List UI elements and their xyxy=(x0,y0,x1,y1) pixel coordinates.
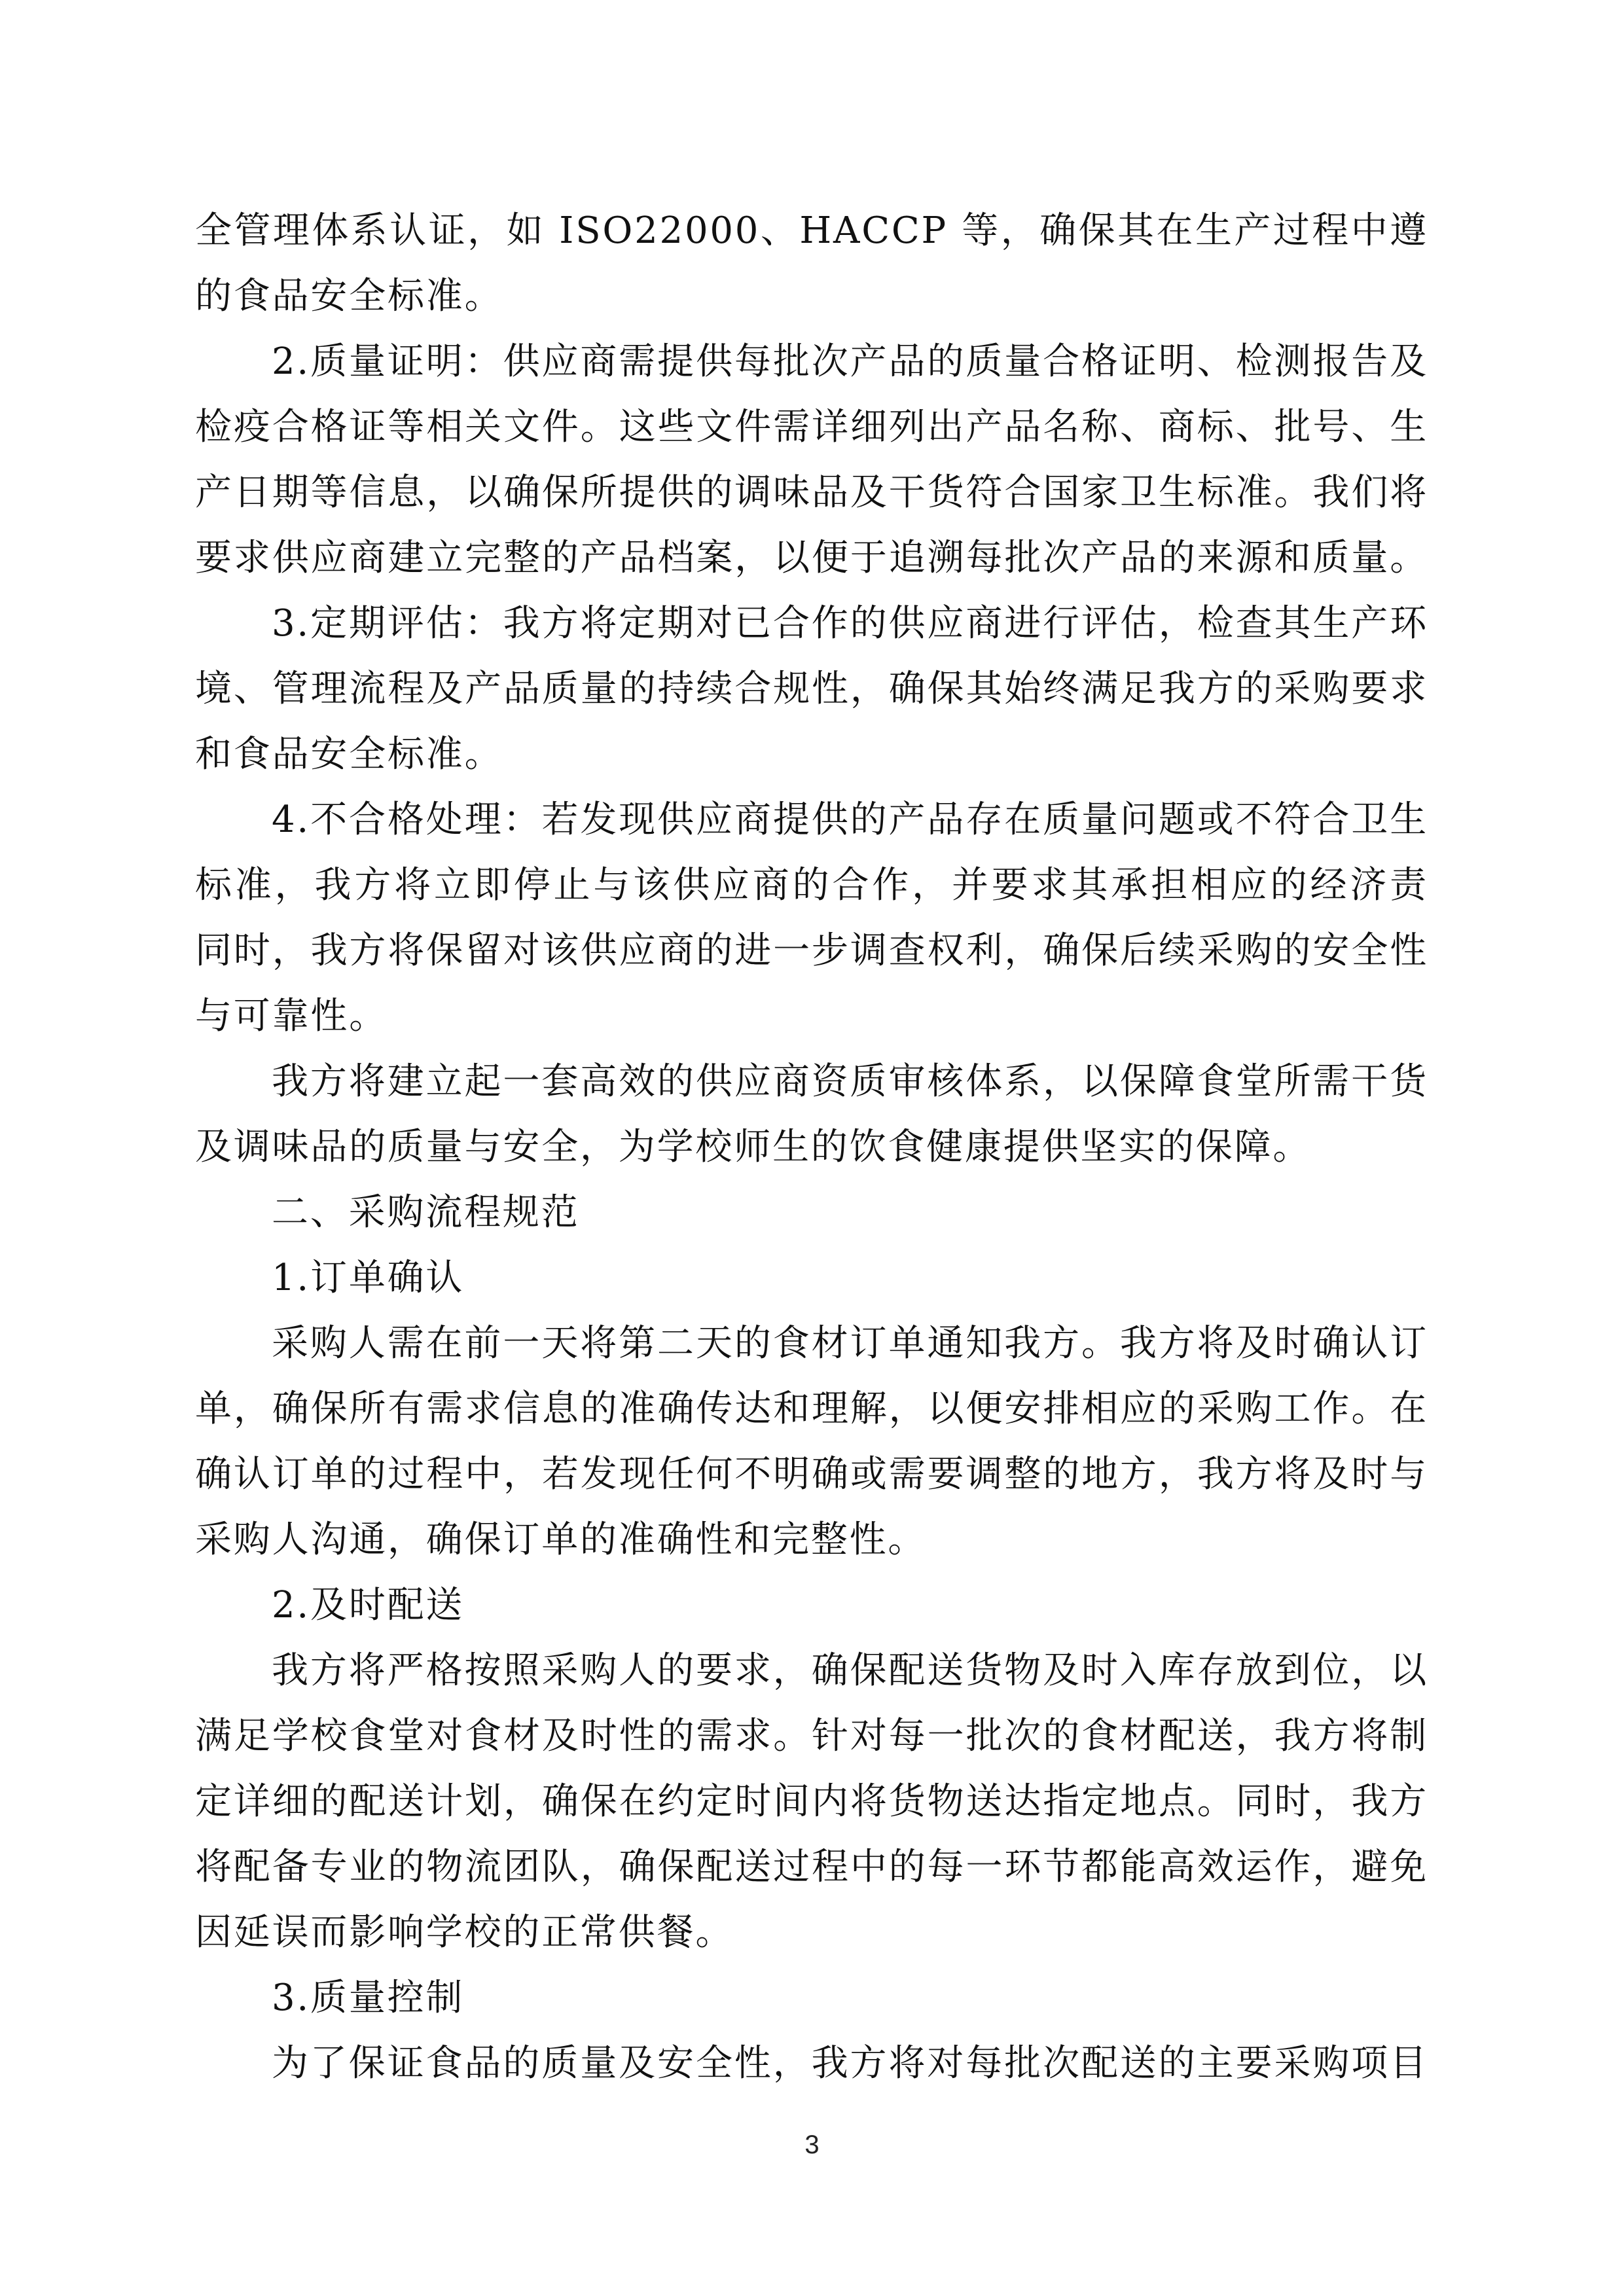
text-line: 与可靠性。 xyxy=(195,995,388,1037)
text-line: 2.质量证明：供应商需提供每批次产品的质量合格证明、检测报告及 xyxy=(272,340,1428,383)
text-line: 定详细的配送计划，确保在约定时间内将货物送达指定地点。同时，我方 xyxy=(195,1780,1428,1823)
text-line: 1.订单确认 xyxy=(272,1257,465,1299)
text-line: 将配备专业的物流团队，确保配送过程中的每一环节都能高效运作，避免 xyxy=(195,1846,1428,1888)
text-line: 我方将严格按照采购人的要求，确保配送货物及时入库存放到位，以 xyxy=(272,1649,1428,1692)
text-line: 满足学校食堂对食材及时性的需求。针对每一批次的食材配送，我方将制 xyxy=(195,1715,1428,1757)
text-line: 的食品安全标准。 xyxy=(195,275,503,317)
text-line: 我方将建立起一套高效的供应商资质审核体系，以保障食堂所需干货 xyxy=(272,1060,1428,1103)
text-line: 单，确保所有需求信息的准确传达和理解，以便安排相应的采购工作。在 xyxy=(195,1388,1428,1430)
text-line: 境、管理流程及产品质量的持续合规性，确保其始终满足我方的采购要求 xyxy=(195,668,1428,710)
text-line: 和食品安全标准。 xyxy=(195,733,503,776)
text-line: 3.定期评估：我方将定期对已合作的供应商进行评估，检查其生产环 xyxy=(272,602,1428,645)
text-line: 二、采购流程规范 xyxy=(272,1191,580,1234)
text-line: 要求供应商建立完整的产品档案，以便于追溯每批次产品的来源和质量。 xyxy=(195,537,1428,579)
text-line: 为了保证食品的质量及安全性，我方将对每批次配送的主要采购项目 xyxy=(272,2042,1428,2085)
text-line: 同时，我方将保留对该供应商的进一步调查权利，确保后续采购的安全性 xyxy=(195,929,1428,972)
text-line: 全管理体系认证，如 ISO22000、HACCP 等，确保其在生产过程中遵 xyxy=(195,209,1428,252)
text-line: 及调味品的质量与安全，为学校师生的饮食健康提供坚实的保障。 xyxy=(195,1126,1312,1168)
text-line: 产日期等信息，以确保所提供的调味品及干货符合国家卫生标准。我们将 xyxy=(195,471,1428,514)
page-number: 3 xyxy=(804,2130,820,2159)
text-line: 采购人沟通，确保订单的准确性和完整性。 xyxy=(195,1518,927,1561)
text-line: 因延误而影响学校的正常供餐。 xyxy=(195,1911,734,1954)
text-line: 3.质量控制 xyxy=(272,1977,465,2019)
text-line: 采购人需在前一天将第二天的食材订单通知我方。我方将及时确认订 xyxy=(272,1322,1428,1365)
body-text xyxy=(195,198,1428,2096)
text-line: 4.不合格处理：若发现供应商提供的产品存在质量问题或不符合卫生 xyxy=(272,798,1428,841)
text-line: 标准，我方将立即停止与该供应商的合作，并要求其承担相应的经济责 xyxy=(195,864,1428,906)
text-line: 2.及时配送 xyxy=(272,1584,465,1626)
text-line: 确认订单的过程中，若发现任何不明确或需要调整的地方，我方将及时与 xyxy=(195,1453,1428,1496)
text-line: 检疫合格证等相关文件。这些文件需详细列出产品名称、商标、批号、生 xyxy=(195,406,1428,448)
